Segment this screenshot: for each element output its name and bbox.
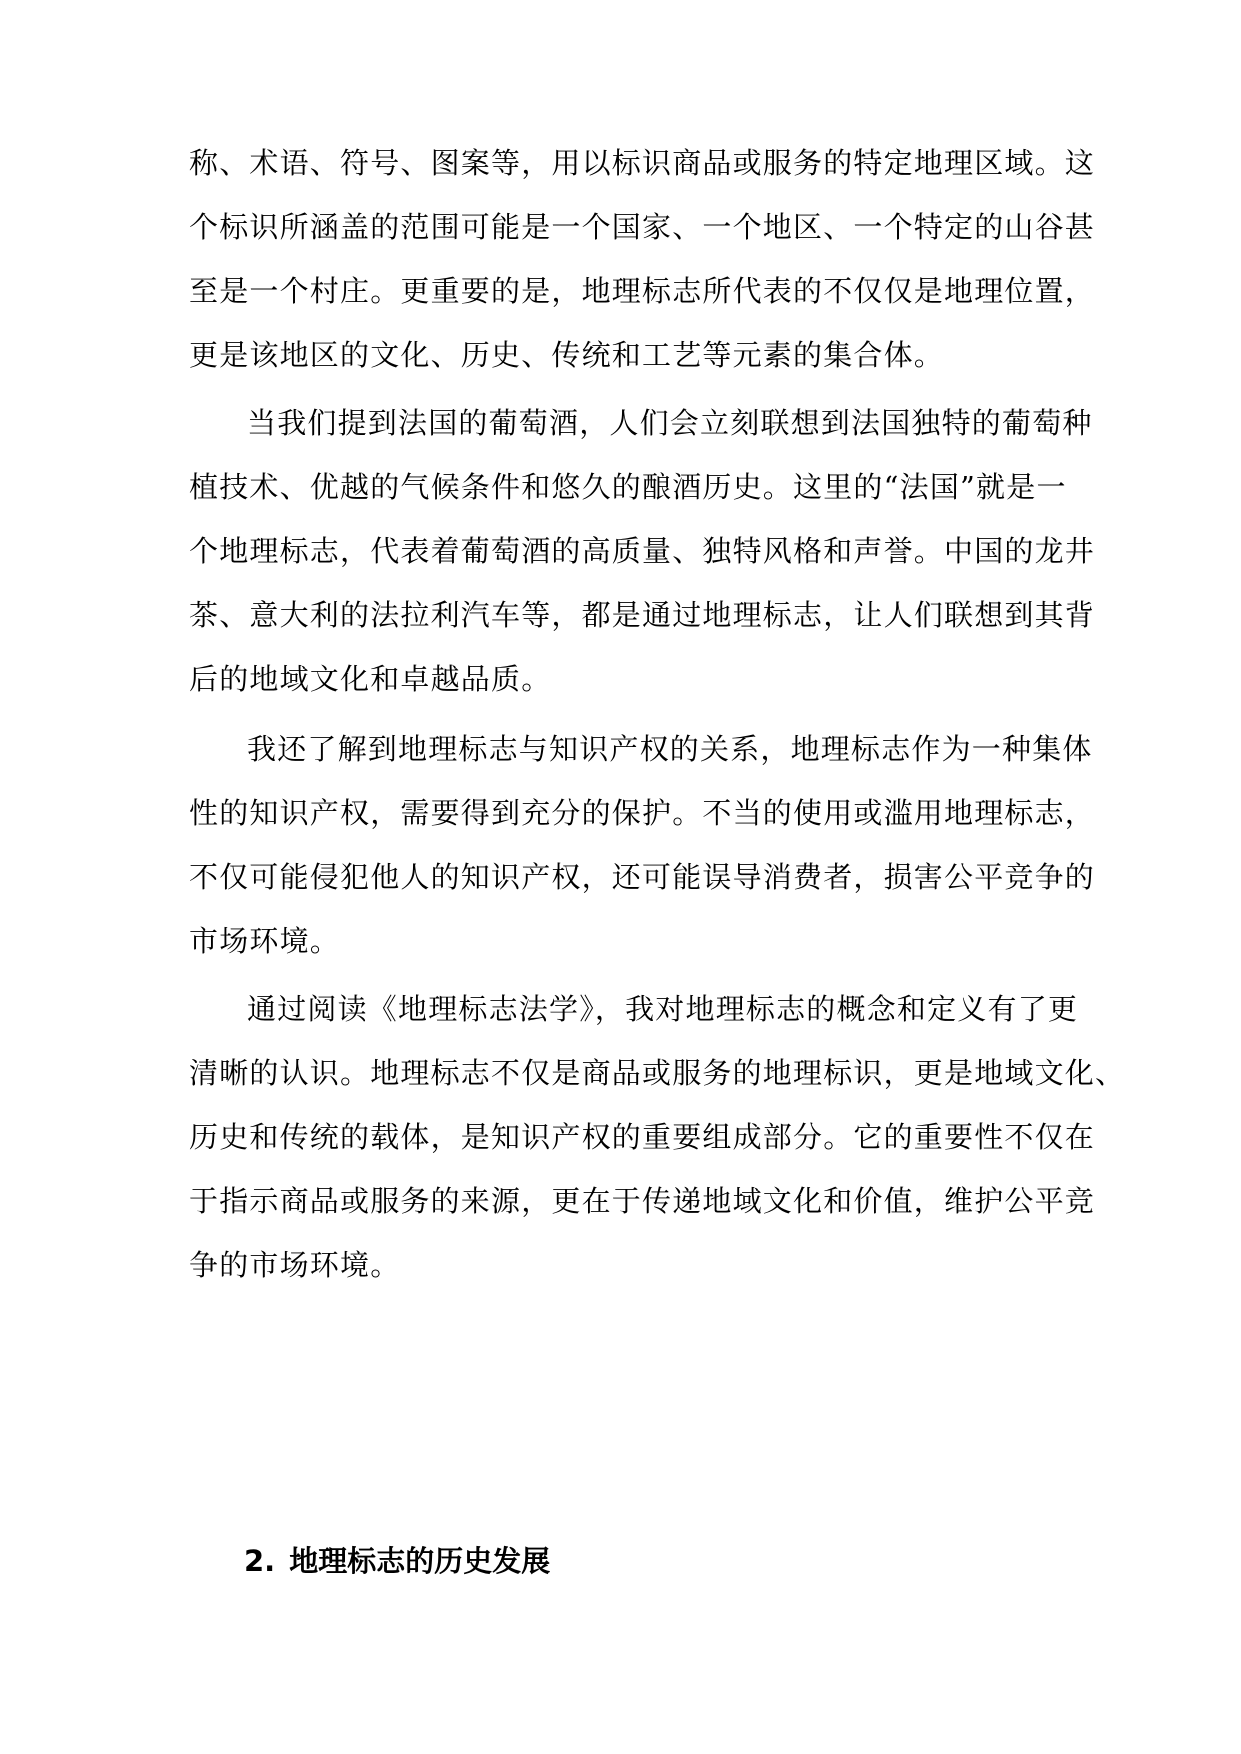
text-line: 个地理标志，代表着葡萄酒的高质量、独特风格和声誉。中国的龙井 — [189, 534, 1096, 568]
text-line: 后的地域文化和卓越品质。 — [189, 662, 552, 696]
section-heading — [244, 1541, 550, 1581]
text-line: 通过阅读《地理标志法学》，我对地理标志的概念和定义有了更 — [247, 992, 1079, 1026]
text-line: 我还了解到地理标志与知识产权的关系，地理标志作为一种集体 — [247, 732, 1093, 766]
text-line: 历史和传统的载体，是知识产权的重要组成部分。它的重要性不仅在 — [189, 1120, 1096, 1154]
text-line: 植技术、优越的气候条件和悠久的酿酒历史。这里的“法国”就是一 — [189, 470, 1067, 504]
section-number: 2. — [244, 1544, 276, 1578]
text-line: 更是该地区的文化、历史、传统和工艺等元素的集合体。 — [189, 338, 945, 372]
text-line: 争的市场环境。 — [189, 1248, 401, 1282]
text-line: 当我们提到法国的葡萄酒，人们会立刻联想到法国独特的葡萄种 — [247, 406, 1093, 440]
text-line: 清晰的认识。地理标志不仅是商品或服务的地理标识，更是地域文化、 — [189, 1056, 1126, 1090]
text-line: 于指示商品或服务的来源，更在于传递地域文化和价值，维护公平竞 — [189, 1184, 1096, 1218]
text-line: 市场环境。 — [189, 924, 341, 958]
text-line: 茶、意大利的法拉利汽车等，都是通过地理标志，让人们联想到其背 — [189, 598, 1096, 632]
section-title: 地理标志的历史发展 — [289, 1544, 551, 1578]
text-line: 个标识所涵盖的范围可能是一个国家、一个地区、一个特定的山谷甚 — [189, 210, 1096, 244]
text-line: 称、术语、符号、图案等，用以标识商品或服务的特定地理区域。这 — [189, 146, 1096, 180]
text-line: 性的知识产权，需要得到充分的保护。不当的使用或滥用地理标志， — [189, 796, 1096, 830]
text-line: 至是一个村庄。更重要的是，地理标志所代表的不仅仅是地理位置， — [189, 274, 1096, 308]
text-line: 不仅可能侵犯他人的知识产权，还可能误导消费者，损害公平竞争的 — [189, 860, 1096, 894]
